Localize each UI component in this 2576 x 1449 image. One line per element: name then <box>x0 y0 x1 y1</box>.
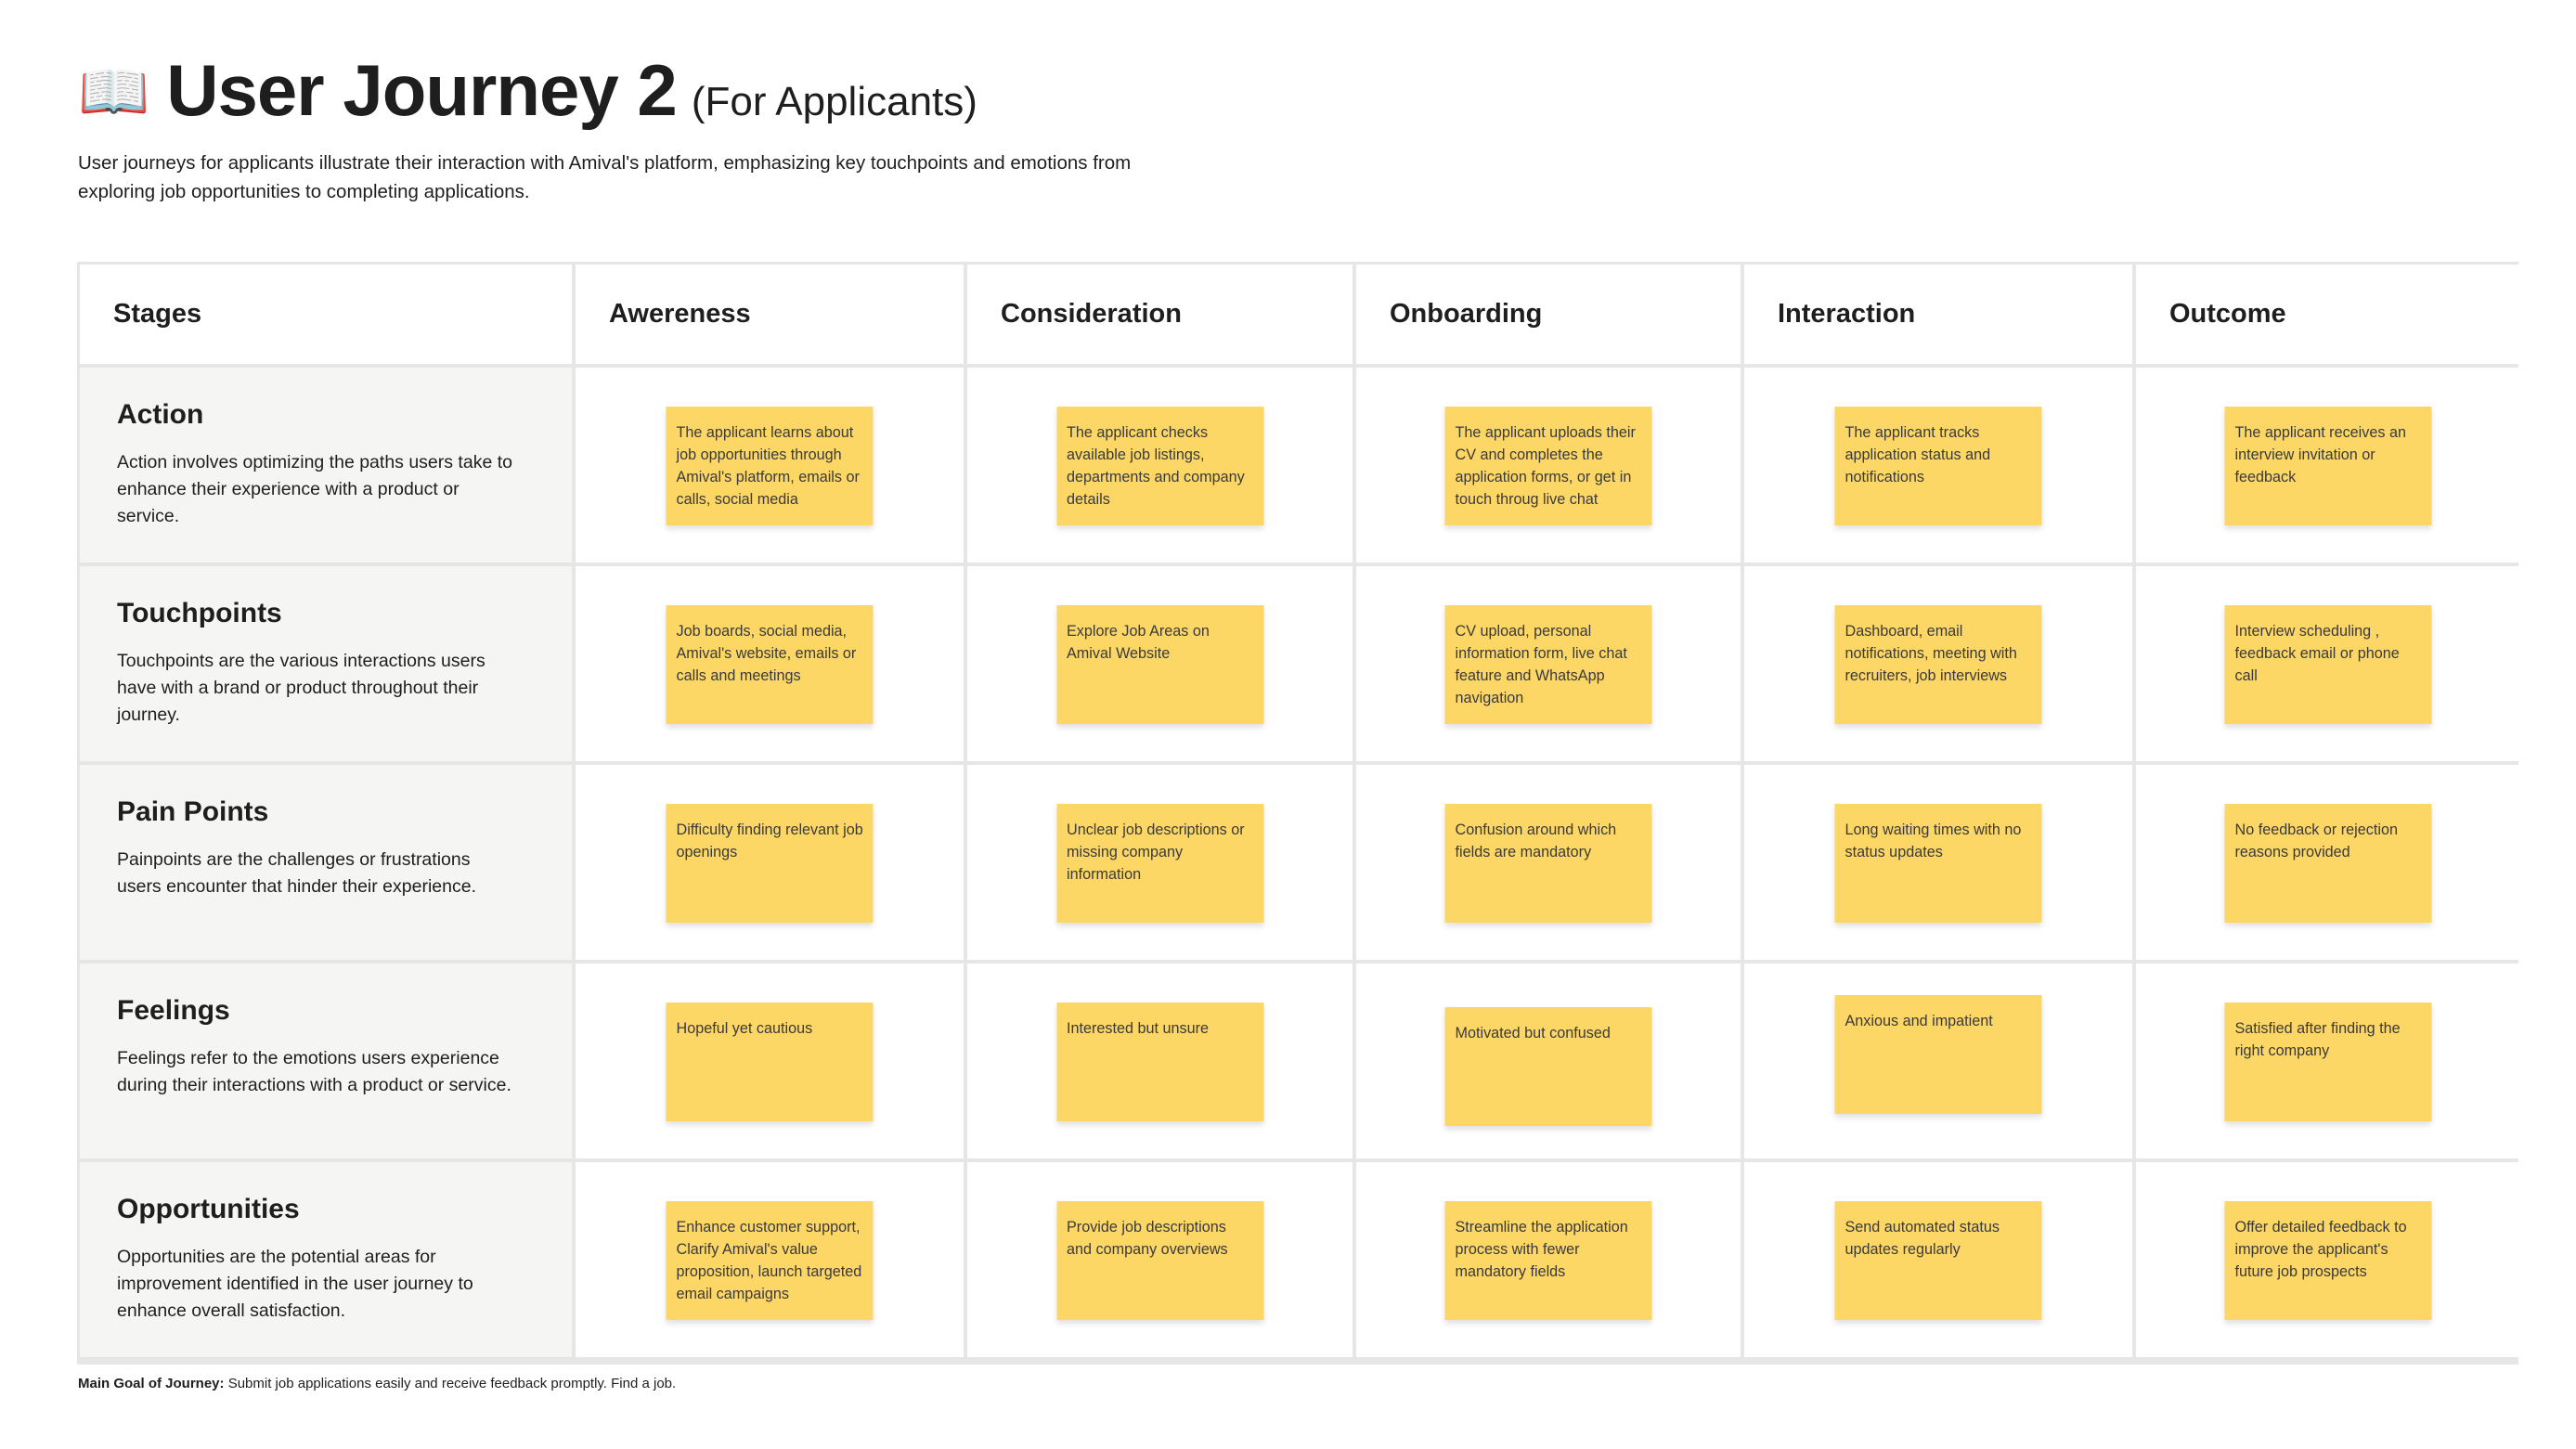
grid-cell <box>2136 1162 2520 1357</box>
column-header-label: Outcome <box>2169 299 2286 329</box>
grid-cell <box>576 1162 964 1357</box>
grid-cell <box>1744 566 2132 761</box>
column-header-onboarding <box>1356 265 1741 364</box>
grid-cell <box>1744 368 2132 563</box>
grid-cell <box>967 765 1353 960</box>
row-header-title: Feelings <box>117 995 230 1026</box>
grid-cell <box>967 964 1353 1158</box>
sticky-note[interactable]: Interview scheduling , feedback email or phone call <box>2225 605 2432 724</box>
row-header-description: Action involves optimizing the paths users take to enhance their experience with a product or service. <box>117 452 512 526</box>
page-description: User journeys for applicants illustrate their interaction with Amival's platform, emphasizing key touchpoints and emotions from exploring job opportunities to completing applications. <box>78 152 1132 202</box>
row-header-description: Feelings refer to the emotions users experience during their interactions with a product or service. <box>117 1048 511 1095</box>
open-book-icon: 📖 <box>78 60 150 124</box>
grid-cell <box>576 964 964 1158</box>
sticky-note[interactable]: Confusion around which fields are mandatory <box>1445 804 1652 923</box>
row-header-opportunities <box>80 1162 572 1357</box>
sticky-note[interactable]: Offer detailed feedback to improve the applicant's future job prospects <box>2225 1201 2432 1320</box>
grid-cell <box>1744 765 2132 960</box>
grid-cell <box>2136 765 2520 960</box>
sticky-note[interactable]: Interested but unsure <box>1056 1003 1263 1121</box>
page-header <box>78 48 977 133</box>
column-header-label: Consideration <box>1001 299 1182 329</box>
sticky-note[interactable]: Explore Job Areas on Amival Website <box>1056 605 1263 724</box>
grid-cell <box>2136 368 2520 563</box>
column-header-awareness <box>576 265 964 364</box>
grid-cell <box>1356 368 1741 563</box>
sticky-note[interactable]: No feedback or rejection reasons provided <box>2225 804 2432 923</box>
sticky-note[interactable]: Provide job descriptions and company overviews <box>1056 1201 1263 1320</box>
grid-cell <box>576 566 964 761</box>
row-header-title: Action <box>117 399 204 430</box>
grid-cell <box>576 765 964 960</box>
column-header-consideration <box>967 265 1353 364</box>
row-header-title: Touchpoints <box>117 598 282 628</box>
sticky-note[interactable]: Motivated but confused <box>1445 1007 1652 1126</box>
grid-cell <box>967 368 1353 563</box>
main-goal-label: Main Goal of Journey: <box>78 1376 225 1391</box>
sticky-note[interactable]: Anxious and impatient <box>1835 995 2042 1114</box>
title-row <box>78 48 977 133</box>
grid-cell <box>1356 964 1741 1158</box>
sticky-note[interactable]: The applicant tracks application status and notifications <box>1835 407 2042 525</box>
grid-cell <box>1356 1162 1741 1357</box>
column-header-label: Stages <box>113 299 202 329</box>
column-header-label: Onboarding <box>1390 299 1543 329</box>
row-header-touchpoints <box>80 566 572 761</box>
column-header-interaction <box>1744 265 2132 364</box>
sticky-note[interactable]: The applicant learns about job opportunities through Amival's platform, emails or calls, social media <box>667 407 874 525</box>
row-header-title: Opportunities <box>117 1194 300 1224</box>
sticky-note[interactable]: CV upload, personal information form, live chat feature and WhatsApp navigation <box>1445 605 1652 724</box>
page-subtitle: (For Applicants) <box>691 79 977 124</box>
column-header-label: Awereness <box>609 299 751 329</box>
main-goal-footer <box>78 1376 676 1391</box>
sticky-note[interactable]: Dashboard, email notifications, meeting with recruiters, job interviews <box>1835 605 2042 724</box>
sticky-note[interactable]: Long waiting times with no status updates <box>1835 804 2042 923</box>
grid-cell <box>1744 964 2132 1158</box>
sticky-note[interactable]: Enhance customer support, Clarify Amival's value proposition, launch targeted email campaigns <box>667 1201 874 1320</box>
grid-cell <box>1356 566 1741 761</box>
sticky-note[interactable]: The applicant receives an interview invitation or feedback <box>2225 407 2432 525</box>
sticky-note[interactable]: Hopeful yet cautious <box>667 1003 874 1121</box>
row-header-action <box>80 368 572 563</box>
grid-cell <box>2136 566 2520 761</box>
row-header-feelings <box>80 964 572 1158</box>
sticky-note[interactable]: Unclear job descriptions or missing company information <box>1056 804 1263 923</box>
grid-cell <box>2136 964 2520 1158</box>
grid-cell <box>1744 1162 2132 1357</box>
grid-cell <box>967 1162 1353 1357</box>
column-header-label: Interaction <box>1778 299 1916 329</box>
sticky-note[interactable]: Difficulty finding relevant job openings <box>667 804 874 923</box>
row-header-description: Touchpoints are the various interactions users have with a brand or product throughout their journey. <box>117 651 485 725</box>
sticky-note[interactable]: Send automated status updates regularly <box>1835 1201 2042 1320</box>
row-header-description: Opportunities are the potential areas for improvement identified in the user journey to enhance overall satisfaction. <box>117 1247 473 1321</box>
sticky-note[interactable]: The applicant uploads their CV and completes the application forms, or get in touch throug live chat <box>1445 407 1652 525</box>
sticky-note[interactable]: Streamline the application process with fewer mandatory fields <box>1445 1201 1652 1320</box>
sticky-note[interactable]: Satisfied after finding the right company <box>2225 1003 2432 1121</box>
row-header-description: Painpoints are the challenges or frustrations users encounter that hinder their experience. <box>117 849 476 897</box>
sticky-note[interactable]: Job boards, social media, Amival's website, emails or calls and meetings <box>667 605 874 724</box>
grid-cell <box>576 368 964 563</box>
grid-cell <box>967 566 1353 761</box>
column-header-outcome <box>2136 265 2520 364</box>
journey-board <box>77 262 2518 1365</box>
page-title: User Journey 2 <box>166 49 677 131</box>
row-header-pain-points <box>80 765 572 960</box>
main-goal-text: Submit job applications easily and receive feedback promptly. Find a job. <box>227 1376 677 1391</box>
grid-cell <box>1356 765 1741 960</box>
column-header-stages <box>80 265 572 364</box>
sticky-note[interactable]: The applicant checks available job listings, departments and company details <box>1056 407 1263 525</box>
row-header-title: Pain Points <box>117 796 269 827</box>
